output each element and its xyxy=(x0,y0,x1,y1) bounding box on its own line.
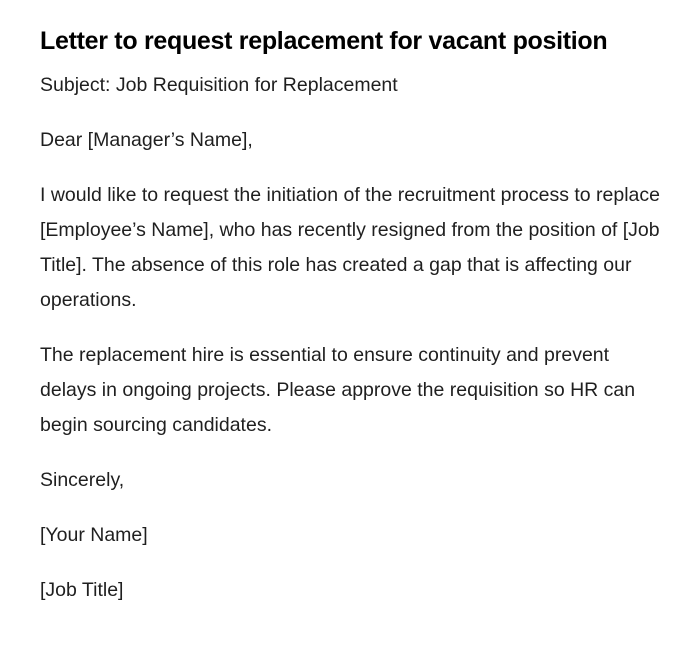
letter-subject: Subject: Job Requisition for Replacement xyxy=(40,74,398,96)
letter-body-paragraph-1: I would like to request the initiation of the recruitment process to replace [Employee’s Name], who has recently resigned from the position of [Job Title]. The absence of this role has created a gap that is affecting our operations. xyxy=(40,184,660,311)
letter-body-paragraph-2: The replacement hire is essential to ensure continuity and prevent delays in ongoing projects. Please approve the requisition so HR can begin sourcing candidates. xyxy=(40,344,636,436)
letter-title: Letter to request replacement for vacant position xyxy=(40,27,608,55)
signature-name: [Your Name] xyxy=(40,524,148,546)
letter-closing: Sincerely, xyxy=(40,469,125,491)
letter-salutation: Dear [Manager’s Name], xyxy=(40,129,253,151)
signature-title: [Job Title] xyxy=(40,579,124,601)
letter-document xyxy=(40,24,660,608)
